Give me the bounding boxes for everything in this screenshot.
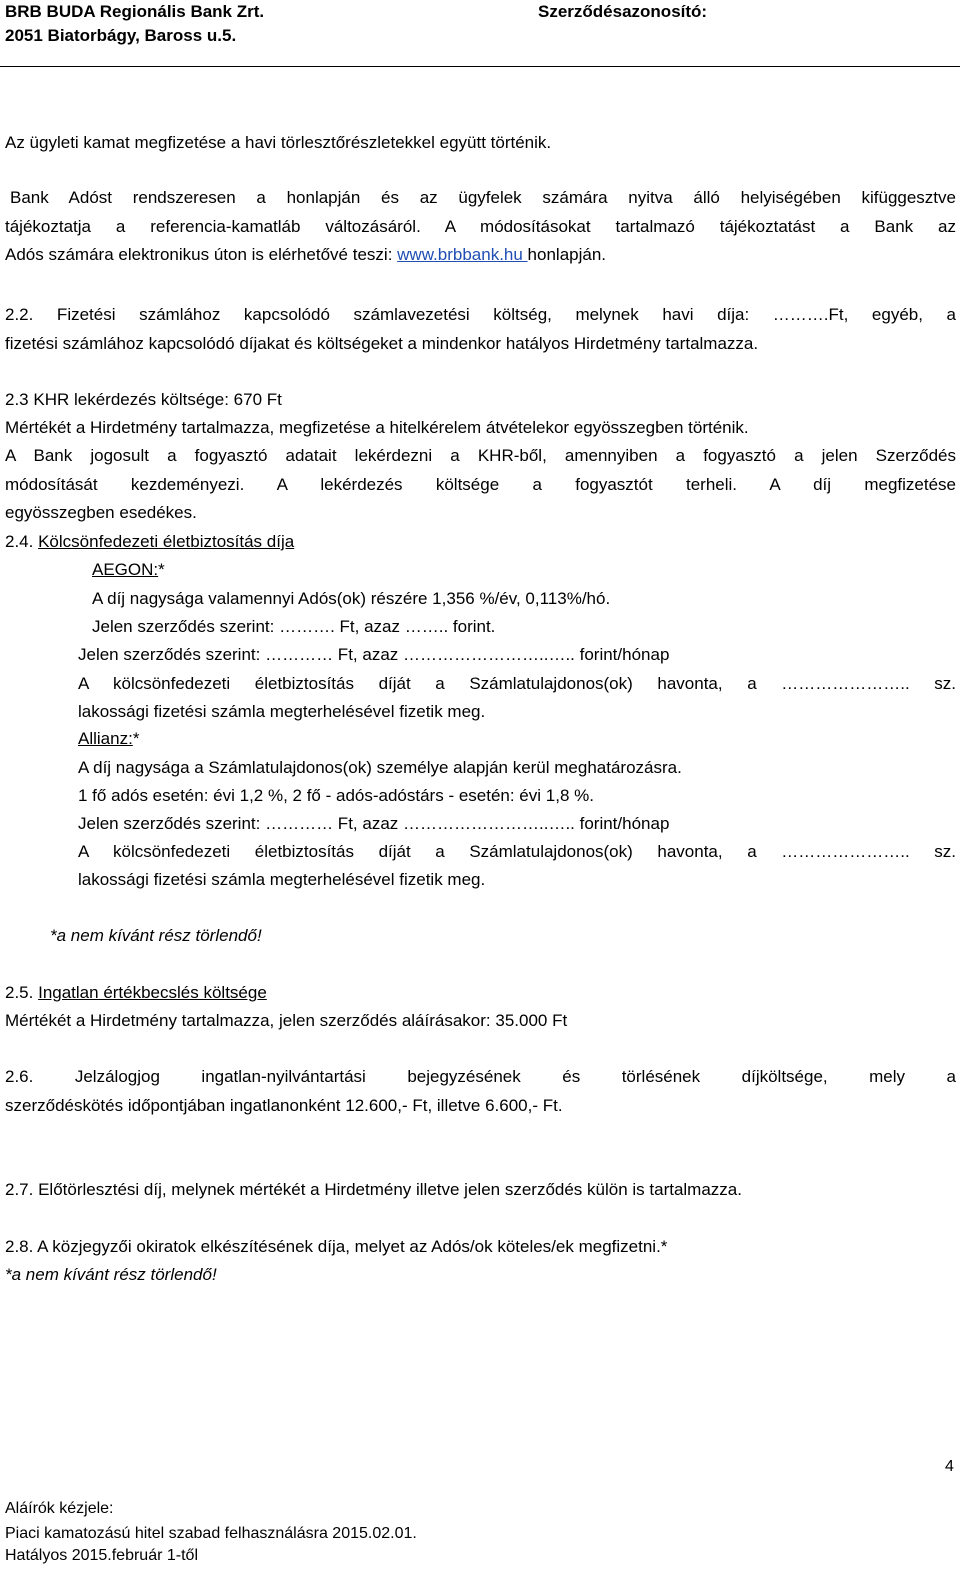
section-2-3-title: 2.3 KHR lekérdezés költsége: 670 Ft <box>5 390 282 409</box>
allianz-rate-basis: A díj nagysága a Számlatulajdonos(ok) személye alapján kerül meghatározásra. <box>78 758 682 777</box>
section-2-5-line1: Mértékét a Hirdetmény tartalmazza, jelen szerződés aláírásakor: 35.000 Ft <box>5 1011 568 1030</box>
section-2-3-line4: módosítását kezdeményezi. A lekérdezés költsége a fogyasztót terheli. A díj megfizetése <box>5 475 956 494</box>
aegon-rate: A díj nagysága valamennyi Adós(ok) részére 1,356 %/év, 0,113%/hó. <box>92 589 611 608</box>
section-2-6-line1: 2.6. Jelzálogjog ingatlan-nyilvántartási bejegyzésének és törlésének díjköltsége, mely a <box>5 1067 956 1086</box>
section-2-7-line1: 2.7. Előtörlesztési díj, melynek mértékét a Hirdetmény illetve jelen szerződés külön is tartalmazza. <box>5 1180 742 1199</box>
deletion-note-2: *a nem kívánt rész törlendő! <box>5 1265 217 1284</box>
section-2-8-line1: 2.8. A közjegyzői okiratok elkészítésének díja, melyet az Adós/ok köteles/ek megfizetni.* <box>5 1237 668 1256</box>
aegon-payment-line2: lakossági fizetési számla megterhelésével fizetik meg. <box>78 702 486 721</box>
header-divider <box>0 66 960 67</box>
section-2-3-line3: A Bank jogosult a fogyasztó adatait lekérdezni a KHR-ből, amennyiben a fogyasztó a jelen Szerződés <box>5 446 956 465</box>
allianz-rates: 1 fő adós esetén: évi 1,2 %, 2 fő - adós-adóstárs - esetén: évi 1,8 %. <box>78 786 594 805</box>
footer-effective-date: Hatályos 2015.február 1-től <box>5 1547 198 1564</box>
deletion-note-1: *a nem kívánt rész törlendő! <box>50 926 262 945</box>
section-2-6-line2: szerződéskötés időpontjában ingatlanonként 12.600,- Ft, illetve 6.600,- Ft. <box>5 1096 563 1115</box>
bank-address: 2051 Biatorbágy, Baross u.5. <box>5 26 237 45</box>
allianz-payment-line1: A kölcsönfedezeti életbiztosítás díját a Számlatulajdonos(ok) havonta, a ………………….. sz. <box>78 842 956 861</box>
aegon-amount-line2: Jelen szerződés szerint: ………… Ft, azaz ……………………..….. forint/hónap <box>78 645 670 664</box>
allianz-amount: Jelen szerződés szerint: ………… Ft, azaz ……………………..….. forint/hónap <box>78 814 670 833</box>
section-2-3-line5: egyösszegben esedékes. <box>5 503 197 522</box>
contract-id-label: Szerződésazonosító: <box>538 2 708 21</box>
section-2-4-title: Kölcsönfedezeti életbiztosítás díja <box>38 532 295 551</box>
section-2-3-line2: Mértékét a Hirdetmény tartalmazza, megfizetése a hitelkérelem átvételekor egyösszegben történik. <box>5 418 749 437</box>
bank-website-link[interactable]: www.brbbank.hu <box>397 245 528 264</box>
allianz-label: Allianz: <box>78 729 133 748</box>
paragraph-reference-rate-line2: tájékoztatja a referencia-kamatláb változásáról. A módosításokat tartalmazó tájékoztatást a Bank az <box>5 217 956 236</box>
section-2-2-line2: fizetési számlához kapcsolódó díjakat és költségeket a mindenkor hatályos Hirdetmény tartalmazza. <box>5 334 759 353</box>
bank-name: BRB BUDA Regionális Bank Zrt. <box>5 2 265 21</box>
paragraph-reference-rate-line3: Adós számára elektronikus úton is elérhetővé teszi: www.brbbank.hu honlapján. <box>5 245 607 264</box>
page-number: 4 <box>945 1458 954 1475</box>
paragraph-reference-rate-line1: Bank Adóst rendszeresen a honlapján és az ügyfelek számára nyitva álló helyiségében kifüggesztve <box>10 188 956 207</box>
section-2-4-heading: 2.4. Kölcsönfedezeti életbiztosítás díja <box>5 532 295 551</box>
section-2-2-line1: 2.2. Fizetési számlához kapcsolódó számlavezetési költség, melynek havi díja: ……….Ft, egyéb, a <box>5 305 956 324</box>
paragraph-interest-payment: Az ügyleti kamat megfizetése a havi törlesztőrészletekkel együtt történik. <box>5 133 552 152</box>
aegon-payment-line1: A kölcsönfedezeti életbiztosítás díját a Számlatulajdonos(ok) havonta, a ………………….. sz. <box>78 674 956 693</box>
signature-label: Aláírók kézjele: <box>5 1500 114 1517</box>
allianz-payment-line2: lakossági fizetési számla megterhelésével fizetik meg. <box>78 870 486 889</box>
footer-product: Piaci kamatozású hitel szabad felhasználásra 2015.02.01. <box>5 1525 417 1542</box>
allianz-heading: Allianz:* <box>78 729 140 748</box>
section-2-5-title: Ingatlan értékbecslés költsége <box>38 983 267 1002</box>
aegon-amount-line1: Jelen szerződés szerint: ………. Ft, azaz …….. forint. <box>92 617 496 636</box>
section-2-5-heading: 2.5. Ingatlan értékbecslés költsége <box>5 983 267 1002</box>
aegon-label: AEGON: <box>92 560 159 579</box>
aegon-heading: AEGON:* <box>92 560 165 579</box>
